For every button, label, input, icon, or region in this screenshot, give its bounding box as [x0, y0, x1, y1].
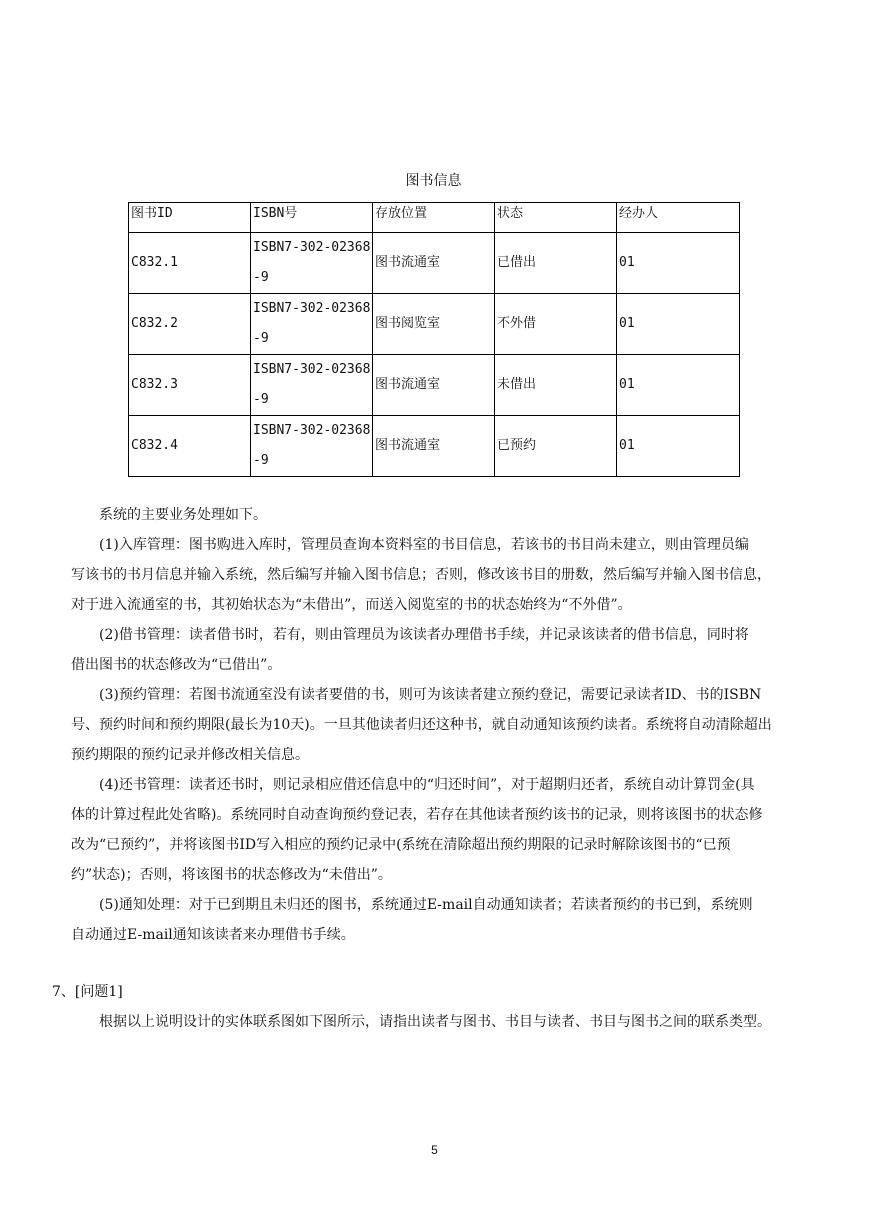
book-info-table — [128, 202, 740, 477]
cell-handler: 01 — [617, 233, 740, 294]
header-status: 状态 — [495, 203, 617, 233]
cell-handler: 01 — [617, 416, 740, 477]
header-book-id: 图书ID — [129, 203, 251, 233]
paragraph-notify: (5)通知处理：对于已到期且未归还的图书，系统通过E-mail自动通知读者；若读者预约的书已到，系统则 自动通过E-mail通知该读者来办理借书手续。 — [71, 897, 753, 943]
question-title: 7、[问题1] — [52, 984, 123, 1000]
table-row — [129, 233, 740, 294]
cell-book-id: C832.2 — [129, 294, 251, 355]
cell-status: 已借出 — [495, 233, 617, 294]
cell-isbn: ISBN7-302-02368 -9 — [251, 294, 373, 355]
header-location: 存放位置 — [373, 203, 495, 233]
paragraph-borrow: (2)借书管理：读者借书时，若有，则由管理员为该读者办理借书手续，并记录该读者的借书信息，同时将 借出图书的状态修改为“已借出”。 — [71, 627, 749, 673]
cell-location: 图书阅览室 — [373, 294, 495, 355]
cell-book-id: C832.1 — [129, 233, 251, 294]
cell-isbn: ISBN7-302-02368 -9 — [251, 416, 373, 477]
page-number: 5 — [431, 1143, 438, 1157]
table-caption: 图书信息 — [405, 173, 462, 189]
cell-handler: 01 — [617, 294, 740, 355]
intro-paragraph: 系统的主要业务处理如下。 — [99, 507, 267, 523]
cell-location: 图书流通室 — [373, 233, 495, 294]
question-body: 根据以上说明设计的实体联系图如下图所示，请指出读者与图书、书目与读者、书目与图书之间的联系类型。 — [99, 1014, 771, 1030]
table-row — [129, 416, 740, 477]
table-row — [129, 294, 740, 355]
paragraph-reserve: (3)预约管理：若图书流通室没有读者要借的书，则可为该读者建立预约登记，需要记录读者ID、书的ISBN 号、预约时间和预约期限(最长为10天)。一旦其他读者归还这种书，就自动通知该预约读者。系统将自动清除超出 预约期限的预约记录并修改相关信息。 — [71, 687, 772, 763]
cell-location: 图书流通室 — [373, 416, 495, 477]
table-row — [129, 355, 740, 416]
cell-handler: 01 — [617, 355, 740, 416]
cell-status: 不外借 — [495, 294, 617, 355]
table-header-row — [129, 203, 740, 233]
cell-isbn: ISBN7-302-02368 -9 — [251, 355, 373, 416]
paragraph-storage: (1)入库管理：图书购进入库时，管理员查询本资料室的书目信息，若该书的书目尚未建立，则由管理员编 写该书的书月信息并输入系统，然后编写并输入图书信息；否则，修改该书目的册数，然后编写并输入图书信息， 对于进入流通室的书，其初始状态为“未借出”，而送入阅览室的书的状态始终为“不外借”。 — [71, 537, 771, 613]
header-handler: 经办人 — [617, 203, 740, 233]
cell-isbn: ISBN7-302-02368 -9 — [251, 233, 373, 294]
cell-location: 图书流通室 — [373, 355, 495, 416]
cell-status: 未借出 — [495, 355, 617, 416]
header-isbn: ISBN号 — [251, 203, 373, 233]
paragraph-return: (4)还书管理：读者还书时，则记录相应借还信息中的“归还时间”，对于超期归还者，系统自动计算罚金(具 体的计算过程此处省略)。系统同时自动查询预约登记表，若存在其他读者预约该书的记录，则将该图书的状态修 改为“已预约”，并将该图书ID写入相应的预约记录中(系统在清除超出预约期限的记录时解除该图书的“已预 约”状态)；否则，将该图书的状态修改为“未借出”。 — [71, 777, 763, 883]
cell-book-id: C832.3 — [129, 355, 251, 416]
cell-status: 已预约 — [495, 416, 617, 477]
cell-book-id: C832.4 — [129, 416, 251, 477]
